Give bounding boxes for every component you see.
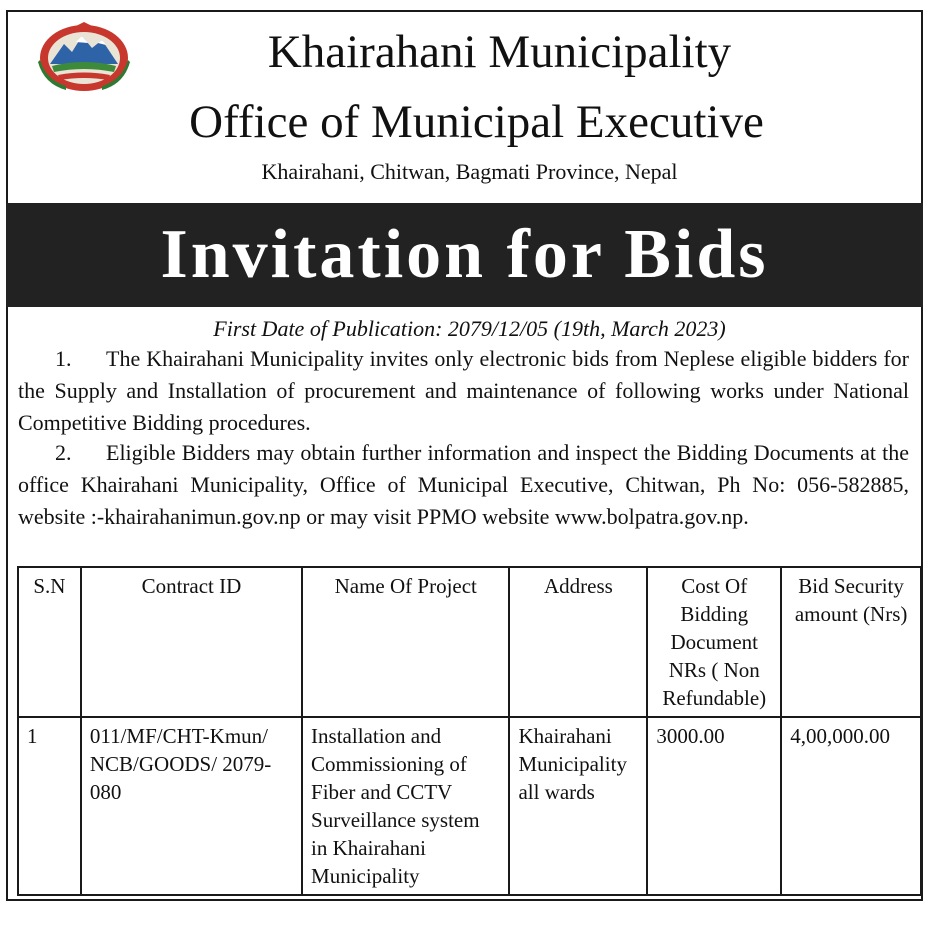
- cell-project: Installation and Commissioning of Fiber and CCTV Surveillance system in Khairahani Municipality: [302, 717, 509, 895]
- office-address: Khairahani, Chitwan, Bagmati Province, Nepal: [261, 159, 678, 184]
- table-row: [18, 717, 921, 895]
- column-header-address: Address: [509, 567, 647, 717]
- publication-date: First Date of Publication: 2079/12/05 (19th, March 2023): [213, 316, 726, 341]
- table-header-row: [18, 567, 921, 717]
- bid-table: [17, 566, 922, 896]
- cell-contract-id: 011/MF/CHT-Kmun/ NCB/GOODS/ 2079-080: [81, 717, 302, 895]
- cell-bid-security: 4,00,000.00: [781, 717, 921, 895]
- column-header-contract-id: Contract ID: [81, 567, 302, 717]
- paragraph-text: The Khairahani Municipality invites only electronic bids from Neplese eligible bidders for the Supply and Installation of procurement and maintenance of following works under National Competitive Bidding procedures.: [18, 346, 909, 435]
- cell-sn: 1: [18, 717, 81, 895]
- office-name: Office of Municipal Executive: [189, 96, 764, 148]
- column-header-cost: Cost Of Bidding Document NRs ( Non Refundable): [647, 567, 781, 717]
- notice-paragraph-2: [18, 437, 909, 533]
- paragraph-text: Eligible Bidders may obtain further information and inspect the Bidding Documents at the office Khairahani Municipality, Office of Municipal Executive, Chitwan, Ph No: 056-582885, website :-khairahanimun.gov.np or may visit PPMO website www.bolpatra.gov.np.: [18, 440, 909, 529]
- notice-paragraph-1: [18, 343, 909, 439]
- column-header-sn: S.N: [18, 567, 81, 717]
- column-header-project: Name Of Project: [302, 567, 509, 717]
- paragraph-number: 2.: [55, 440, 72, 465]
- title-banner: [6, 203, 923, 307]
- column-header-bid-security: Bid Security amount (Nrs): [781, 567, 921, 717]
- cell-cost: 3000.00: [647, 717, 781, 895]
- municipality-name: Khairahani Municipality: [267, 26, 732, 78]
- cell-address: Khairahani Municipality all wards: [509, 717, 647, 895]
- paragraph-number: 1.: [55, 346, 72, 371]
- notice-title: Invitation for Bids: [160, 216, 769, 293]
